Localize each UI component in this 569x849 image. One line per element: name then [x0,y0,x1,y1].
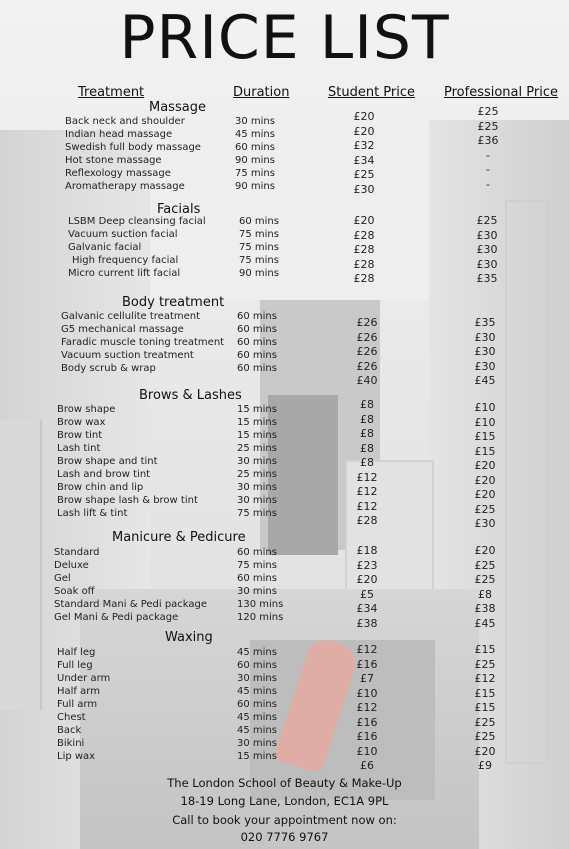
student-price-column [344,110,384,197]
student-price: £6 [360,759,374,772]
treatment-duration-column [237,310,277,375]
treatment-duration-column [235,115,275,193]
treatment-duration: 45 mins [237,725,277,736]
student-price: £12 [356,499,378,513]
professional-price: £25 [474,502,496,516]
section-heading: Manicure & Pedicure [112,530,246,545]
professional-price: £8 [478,587,492,601]
student-price: £8 [360,427,374,440]
student-price: £26 [356,345,378,358]
treatment-name-column [61,310,224,375]
professional-price: £30 [474,330,496,344]
student-price: £10 [356,744,378,758]
treatment-name: Lash lift & tint [57,508,128,519]
student-price-column [344,214,384,287]
professional-price-column [465,544,505,631]
student-price: £38 [356,616,378,630]
professional-price: £45 [474,616,496,630]
treatment-duration-column [237,403,277,520]
student-price-column [347,316,387,389]
student-price: £26 [356,330,378,344]
student-price: £26 [356,359,378,373]
treatment-duration: 90 mins [239,268,279,279]
student-price: £8 [360,412,374,426]
professional-price: - [486,163,490,176]
treatment-duration: 30 mins [237,456,277,467]
treatment-name: Under arm [57,673,111,684]
treatment-duration: 75 mins [237,560,277,571]
student-price: £16 [356,730,378,743]
professional-price: £25 [474,715,496,729]
treatment-duration: 15 mins [237,430,277,441]
professional-price: £30 [474,517,496,530]
professional-price: £9 [478,759,492,772]
student-price-column [347,643,387,774]
student-price: £16 [356,715,378,729]
treatment-name: Gel [54,573,71,584]
professional-price: - [486,148,490,162]
student-price: £28 [353,257,375,271]
treatment-name: Half leg [57,647,96,658]
treatment-duration: 15 mins [237,404,277,415]
treatment-duration: 30 mins [237,482,277,493]
treatment-duration: 60 mins [237,547,277,558]
student-price-column [347,544,387,631]
treatment-duration: 75 mins [239,242,279,253]
section-heading: Brows & Lashes [139,388,242,403]
booking-prompt: Call to book your appointment now on: [172,813,397,827]
treatment-name: Standard [54,547,100,558]
professional-price: £20 [474,488,496,501]
professional-price: £15 [474,430,496,443]
student-price: £20 [353,110,375,123]
treatment-duration: 45 mins [237,647,277,658]
treatment-name: Full arm [57,699,98,710]
treatment-duration-column [237,646,277,763]
professional-price: £15 [474,686,496,700]
professional-price: £25 [474,657,496,671]
treatment-duration: 15 mins [237,751,277,762]
professional-price: £10 [474,401,496,414]
treatment-name: Lash and brow tint [57,469,151,480]
professional-price-column [465,316,505,389]
treatment-name: Aromatherapy massage [65,181,185,192]
header-professional-price: Professional Price [444,85,558,100]
treatment-duration: 30 mins [237,738,277,749]
treatment-duration-column [237,546,283,624]
professional-price: £35 [476,272,498,285]
treatment-name: Vacuum suction facial [68,229,178,240]
treatment-duration: 45 mins [237,686,277,697]
student-price: £8 [360,456,374,469]
student-price: £25 [353,168,375,181]
professional-price: £36 [477,134,499,147]
professional-price: £25 [477,105,499,118]
treatment-duration: 60 mins [237,350,277,361]
treatment-duration: 130 mins [237,599,284,610]
treatment-duration: 30 mins [237,673,277,684]
treatment-name: Half arm [57,686,100,697]
treatment-name-column [65,115,201,193]
professional-price: £35 [474,316,496,329]
treatment-duration: 90 mins [235,181,275,192]
treatment-name: Lash tint [57,443,101,454]
page-title: PRICE LIST [119,3,450,73]
treatment-duration: 45 mins [235,129,275,140]
treatment-name: G5 mechanical massage [61,324,184,335]
professional-price: - [486,177,490,191]
treatment-duration: 90 mins [235,155,275,166]
professional-price: £20 [474,459,496,472]
treatment-name: Brow chin and lip [57,482,144,493]
treatment-name: Brow shape lash & brow tint [57,495,198,506]
treatment-name: Standard Mani & Pedi package [54,599,208,610]
treatment-duration: 75 mins [237,508,277,519]
treatment-duration: 25 mins [237,469,277,480]
treatment-name: Soak off [54,586,95,597]
treatment-name-column [54,546,207,624]
professional-price: £30 [474,345,496,358]
treatment-name-column [57,646,110,763]
student-price: £8 [360,441,374,455]
student-price: £12 [356,470,378,484]
professional-price-column [467,214,507,287]
student-price: £20 [356,573,378,586]
student-price: £23 [356,558,378,572]
treatment-name: High frequency facial [72,255,179,266]
treatment-duration: 60 mins [237,363,277,374]
treatment-duration: 30 mins [235,116,275,127]
header-treatment: Treatment [78,85,145,100]
student-price: £20 [353,214,375,227]
professional-price: £20 [474,473,496,487]
student-price: £16 [356,657,378,671]
professional-price: £25 [476,214,498,227]
student-price: £30 [353,182,375,196]
treatment-name: Back [57,725,82,736]
treatment-name: Faradic muscle toning treatment [61,337,225,348]
school-name: The London School of Beauty & Make-Up [167,776,402,790]
professional-price: £15 [474,701,496,714]
professional-price: £12 [474,672,496,685]
student-price: £5 [360,587,374,601]
student-price-column [347,398,387,529]
student-price: £7 [360,672,374,685]
student-price: £28 [356,514,378,527]
treatment-name: Gel Mani & Pedi package [54,612,179,623]
treatment-name: Vacuum suction treatment [61,350,194,361]
treatment-duration: 60 mins [237,573,277,584]
treatment-name-column [57,403,198,520]
professional-price: £25 [477,119,499,133]
professional-price: £10 [474,415,496,429]
professional-price: £30 [476,228,498,242]
phone-number: 020 7776 9767 [240,830,329,844]
professional-price: £30 [476,257,498,271]
treatment-name: Chest [57,712,86,723]
treatment-duration: 45 mins [237,712,277,723]
student-price: £34 [356,602,378,615]
treatment-name: Deluxe [54,560,89,571]
student-price: £10 [356,686,378,700]
student-price: £28 [353,272,375,285]
treatment-duration: 75 mins [239,229,279,240]
professional-price-column [465,643,505,774]
treatment-name: Swedish full body massage [65,142,201,153]
treatment-name: Micro current lift facial [68,268,181,279]
treatment-name: Brow shape [57,404,116,415]
student-price: £12 [356,643,378,656]
professional-price: £20 [474,744,496,758]
treatment-duration: 60 mins [237,324,277,335]
treatment-duration: 60 mins [237,699,277,710]
professional-price-column [468,105,508,192]
treatment-name: Hot stone massage [65,155,162,166]
student-price: £26 [356,316,378,329]
professional-price-column [465,401,505,532]
professional-price: £45 [474,374,496,387]
student-price: £32 [353,139,375,152]
student-price: £8 [360,398,374,411]
professional-price: £25 [474,730,496,743]
header-student-price: Student Price [328,85,416,100]
treatment-duration: 75 mins [239,255,279,266]
treatment-name: Brow wax [57,417,106,428]
student-price: £12 [356,485,378,498]
section-heading: Massage [149,100,206,115]
school-address: 18-19 Long Lane, London, EC1A 9PL [180,794,389,808]
treatment-duration: 60 mins [237,311,277,322]
section-heading: Body treatment [122,295,225,310]
professional-price: £30 [474,359,496,373]
professional-price: £30 [476,243,498,256]
professional-price: £25 [474,558,496,572]
treatment-name: Back neck and shoulder [65,116,185,127]
treatment-duration: 75 mins [235,168,275,179]
student-price: £28 [353,243,375,256]
treatment-name: LSBM Deep cleansing facial [68,216,206,227]
treatment-name-column [68,215,206,280]
professional-price: £15 [474,643,496,656]
treatment-duration: 30 mins [237,495,277,506]
treatment-name: Body scrub & wrap [61,363,156,374]
treatment-name: Lip wax [57,751,96,762]
treatment-duration: 25 mins [237,443,277,454]
student-price: £12 [356,701,378,714]
professional-price: £38 [474,602,496,615]
header-duration: Duration [233,85,290,100]
treatment-name: Brow tint [57,430,103,441]
treatment-duration: 60 mins [239,216,279,227]
student-price: £40 [356,374,378,387]
professional-price: £15 [474,444,496,458]
treatment-name: Full leg [57,660,93,671]
student-price: £28 [353,228,375,242]
treatment-duration: 60 mins [237,337,277,348]
treatment-duration: 60 mins [237,660,277,671]
section-heading: Waxing [165,630,213,645]
student-price: £18 [356,544,378,557]
treatment-name: Bikini [57,738,85,749]
treatment-duration: 60 mins [235,142,275,153]
student-price: £34 [353,153,375,167]
professional-price: £20 [474,544,496,557]
treatment-duration: 15 mins [237,417,277,428]
professional-price: £25 [474,573,496,586]
treatment-name: Galvanic cellulite treatment [61,311,201,322]
treatment-duration-column [239,215,279,280]
treatment-name: Reflexology massage [65,168,171,179]
treatment-name: Brow shape and tint [57,456,158,467]
student-price: £20 [353,124,375,138]
treatment-name: Indian head massage [65,129,173,140]
section-heading: Facials [157,202,201,217]
treatment-name: Galvanic facial [68,242,142,253]
treatment-duration: 30 mins [237,586,277,597]
treatment-duration: 120 mins [237,612,284,623]
